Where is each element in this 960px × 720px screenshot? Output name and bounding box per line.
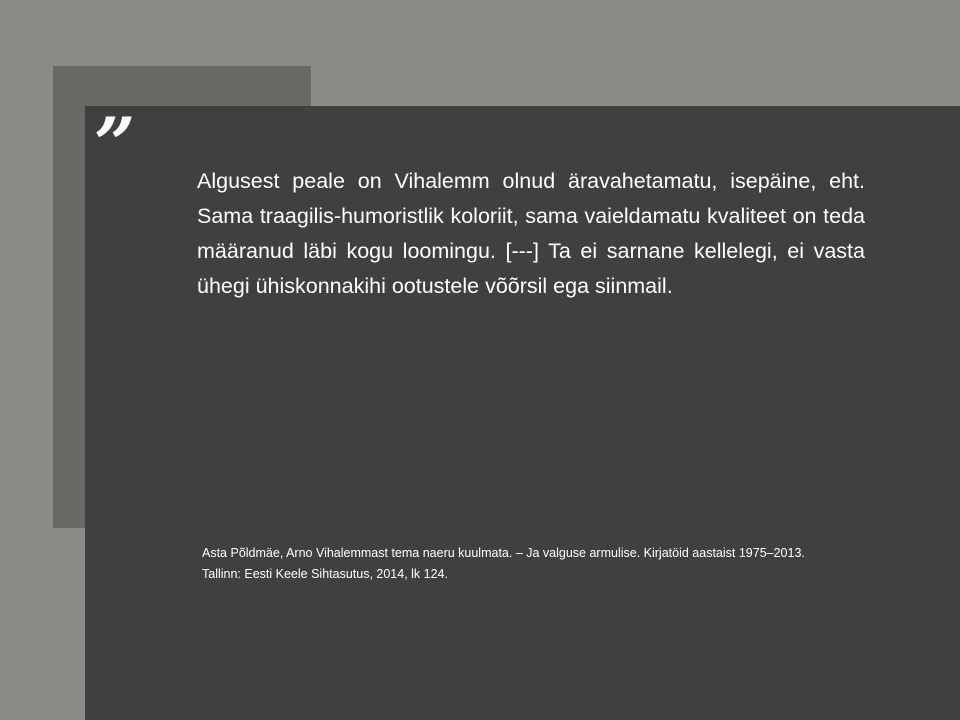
citation bbox=[202, 543, 932, 585]
citation-line: Tallinn: Eesti Keele Sihtasutus, 2014, lk 124. bbox=[202, 567, 448, 581]
citation-line: Asta Põldmäe, Arno Vihalemmast tema naeru kuulmata. – Ja valguse armulise. Kirjatöid aastaist 1975–2013. bbox=[202, 546, 805, 560]
quotation-mark-icon: ” bbox=[94, 101, 130, 186]
quote-text: Algusest peale on Vihalemm olnud äravahetamatu, isepäine, eht. Sama traagilis-humoristlik koloriit, sama vaieldamatu kvaliteet on teda määranud läbi kogu loomingu. [---] Ta ei sarnane kellelegi, ei vasta ühegi ühiskonnakihi ootustele võõrsil ega siinmail. bbox=[197, 169, 865, 298]
